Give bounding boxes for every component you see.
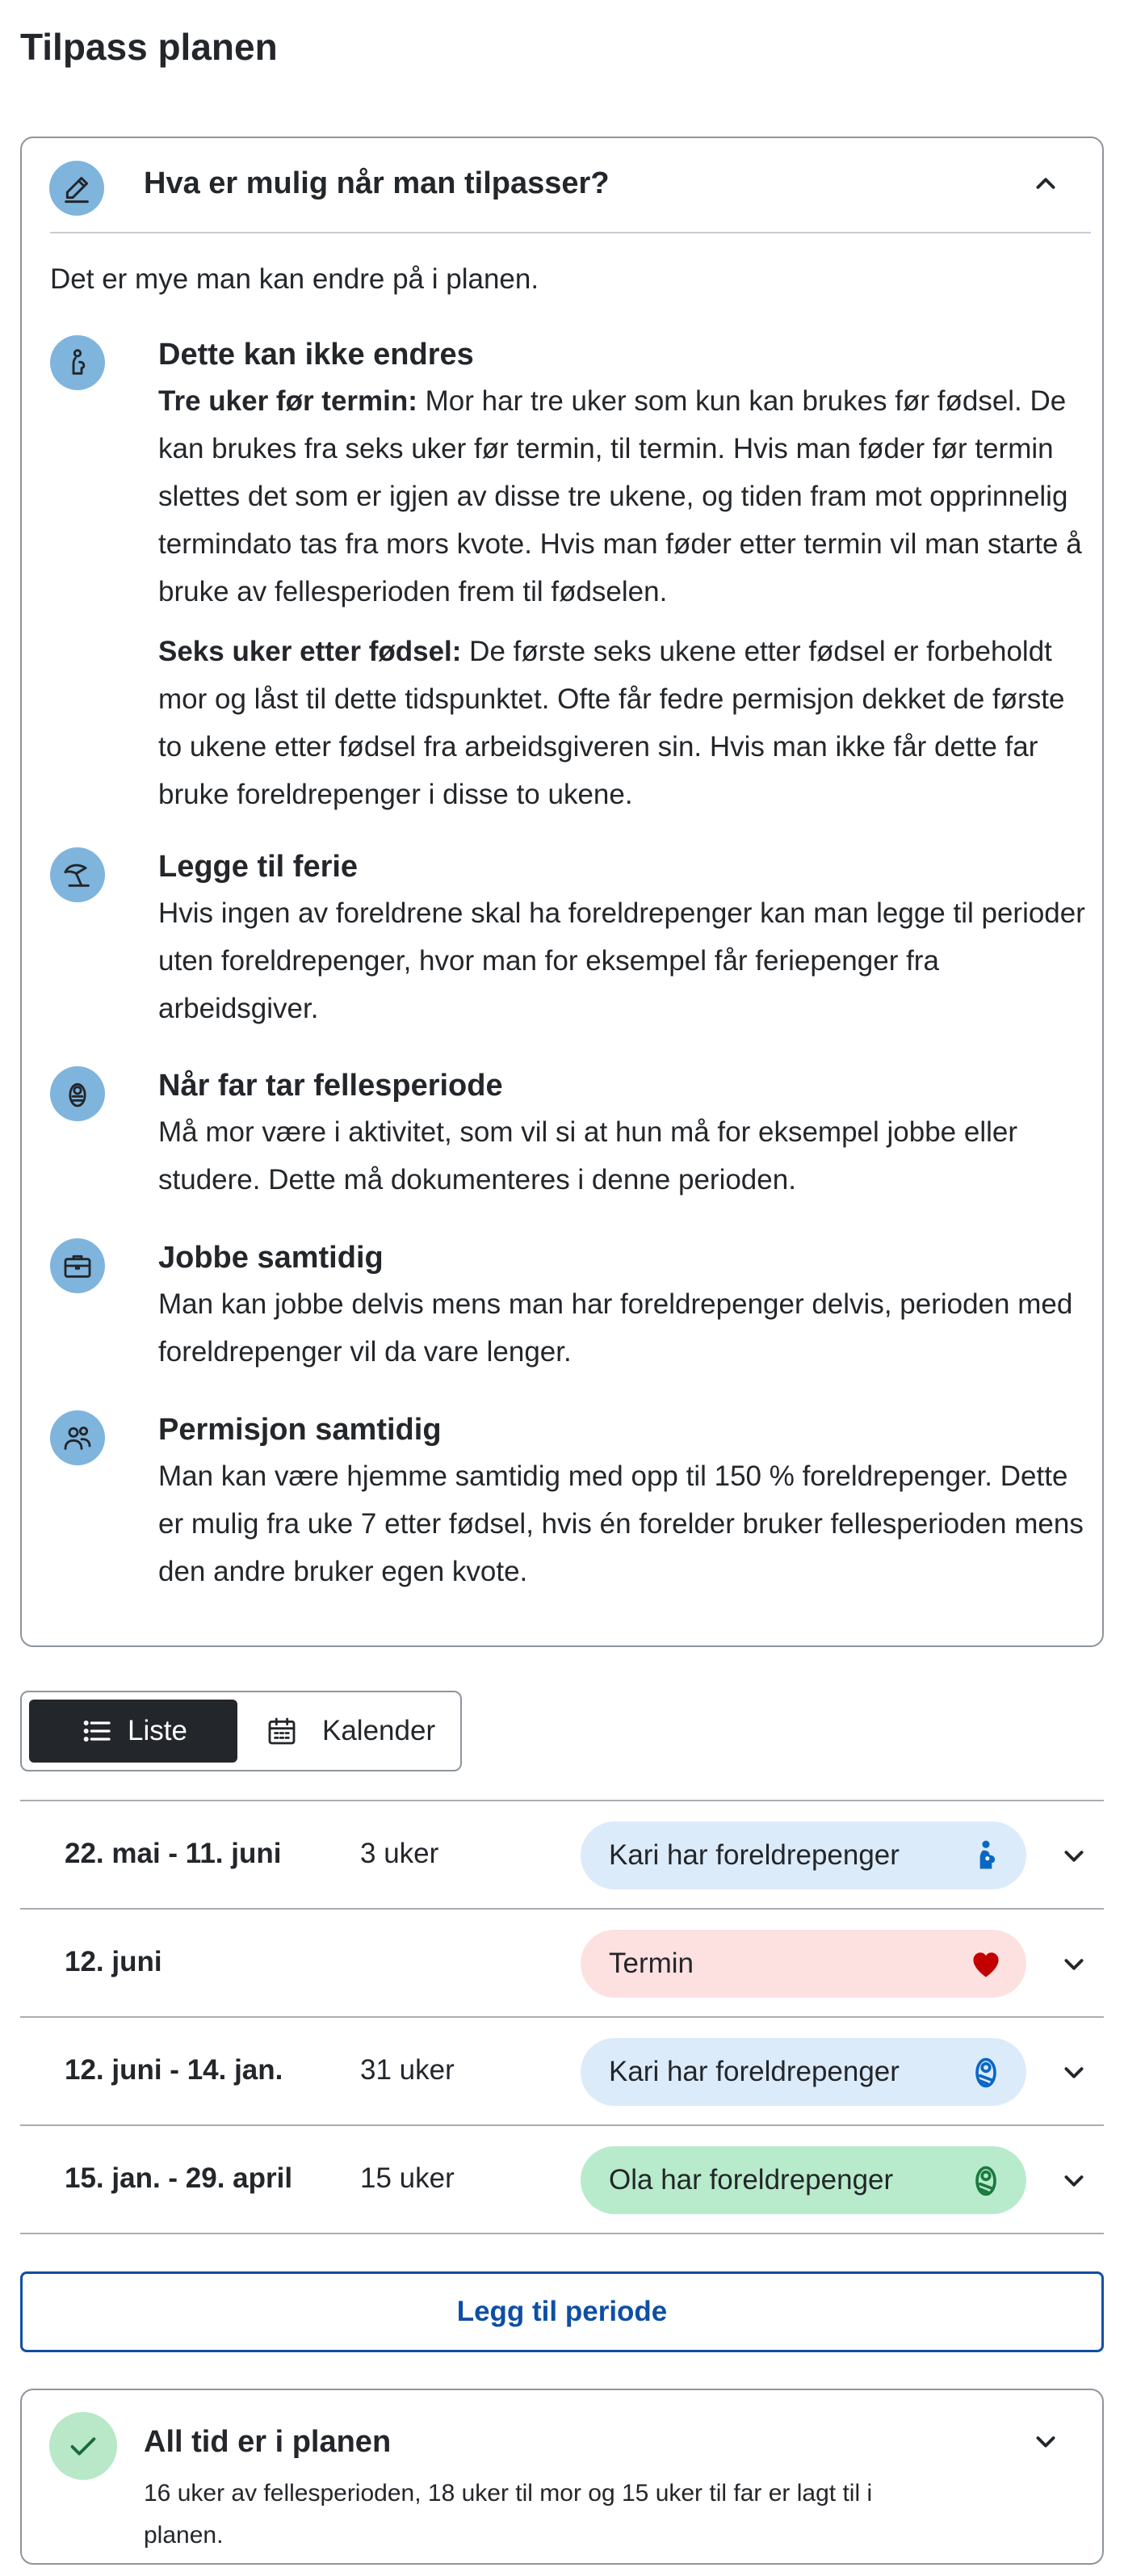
info-accordion-title: Hva er mulig når man tilpasser? (144, 166, 610, 200)
chevron-down-icon[interactable] (1055, 2053, 1093, 2091)
checkmark-icon (49, 2412, 117, 2480)
briefcase-icon (50, 1238, 105, 1293)
period-date: 12. juni (65, 1946, 162, 1977)
baby-icon (968, 2054, 1004, 2090)
parasol-icon (50, 847, 105, 902)
pregnant-person-icon (50, 335, 105, 390)
period-label-pill (581, 1930, 1026, 1998)
heart-icon (968, 1946, 1004, 1981)
info-intro: Det er mye man kan endre på i planen. (50, 263, 539, 295)
two-persons-icon (50, 1410, 105, 1465)
pencil-icon (49, 161, 104, 216)
calendar-view-label: Kalender (322, 1715, 436, 1746)
calendar-view-button[interactable] (256, 1700, 450, 1763)
section-paragraph: Tre uker før termin: Mor har tre uker som kun kan brukes før fødsel. De kan brukes fra seks uker før termin, til termin. Hvis man føder før termin slettes det som er igjen av disse tre ukene, og tiden fram mot opprinnelig termindato tas fra mors kvote. Hvis man føder etter termin vil man starte å bruke av fellesperioden frem til fødselen. (158, 385, 1082, 607)
period-duration: 15 uker (360, 2162, 455, 2194)
list-view-label: Liste (128, 1715, 187, 1746)
baby-icon (968, 2162, 1004, 2198)
section-paragraph: Seks uker etter fødsel: De første seks ukene etter fødsel er forbeholdt mor og låst til dette tidspunktet. Ofte får fedre permisjon dekket de første to ukene etter fødsel fra arbeidsgiveren sin. Hvis man ikke får dette far bruke foreldrepenger i disse to ukene. (158, 636, 1065, 810)
chevron-down-icon[interactable] (1055, 1945, 1093, 1982)
period-label: Termin (609, 1948, 694, 1979)
period-label: Kari har foreldrepenger (609, 2056, 900, 2087)
chevron-down-icon[interactable] (1055, 2162, 1093, 2199)
list-view-button[interactable] (29, 1700, 237, 1763)
section-title: Dette kan ikke endres (158, 338, 474, 372)
section-paragraph: Hvis ingen av foreldrene skal ha foreldrepenger kan man legge til perioder uten foreldrepenger, hvor man for eksempel får feriepenger fra arbeidsgiver. (158, 897, 1085, 1024)
section-paragraph: Man kan være hjemme samtidig med opp til 150 % foreldrepenger. Dette er mulig fra uke 7 etter fødsel, hvis én forelder bruker fellesperioden mens den andre bruker egen kvote. (158, 1460, 1084, 1587)
page-title: Tilpass planen (20, 26, 278, 68)
add-period-button[interactable]: Legg til periode (20, 2271, 1104, 2352)
period-label: Kari har foreldrepenger (609, 1839, 900, 1871)
period-row[interactable] (20, 1910, 1104, 2018)
chevron-down-icon[interactable] (1055, 1837, 1093, 1874)
period-label-pill (581, 2146, 1026, 2214)
period-label: Ola har foreldrepenger (609, 2164, 894, 2196)
summary-text: 16 uker av fellesperioden, 18 uker til mor og 15 uker til far er lagt til i planen. (144, 2480, 873, 2549)
section-paragraph: Man kan jobbe delvis mens man har foreldrepenger delvis, perioden med foreldrepenger vil da vare lenger. (158, 1288, 1073, 1368)
divider (50, 232, 1091, 233)
period-date: 12. juni - 14. jan. (65, 2054, 283, 2086)
period-row[interactable] (20, 2126, 1104, 2234)
summary-title: All tid er i planen (144, 2425, 392, 2459)
pregnant-person-icon (968, 1838, 1004, 1873)
period-label-pill (581, 1822, 1026, 1889)
period-row[interactable] (20, 2018, 1104, 2126)
period-duration: 31 uker (360, 2054, 455, 2086)
info-accordion-header[interactable] (22, 138, 1102, 233)
period-label-pill (581, 2038, 1026, 2106)
section-title: Legge til ferie (158, 850, 359, 884)
period-duration: 3 uker (360, 1838, 439, 1869)
list-icon (81, 1715, 113, 1747)
section-title: Permisjon samtidig (158, 1413, 442, 1447)
info-accordion (20, 137, 1104, 1647)
section-title: Når far tar fellesperiode (158, 1069, 503, 1103)
period-row[interactable] (20, 1801, 1104, 1910)
section-title: Jobbe samtidig (158, 1241, 384, 1275)
section-paragraph: Må mor være i aktivitet, som vil si at hun må for eksempel jobbe eller studere. Dette må dokumenteres i denne perioden. (158, 1116, 1017, 1196)
chevron-up-icon[interactable] (1027, 166, 1064, 203)
chevron-down-icon[interactable] (1027, 2423, 1064, 2460)
view-toggle (20, 1691, 462, 1771)
period-date: 15. jan. - 29. april (65, 2162, 293, 2194)
calendar-icon (266, 1715, 298, 1747)
period-date: 22. mai - 11. juni (65, 1838, 282, 1869)
baby-icon (50, 1066, 105, 1121)
period-list (20, 1800, 1104, 2234)
plan-summary[interactable] (20, 2389, 1104, 2565)
